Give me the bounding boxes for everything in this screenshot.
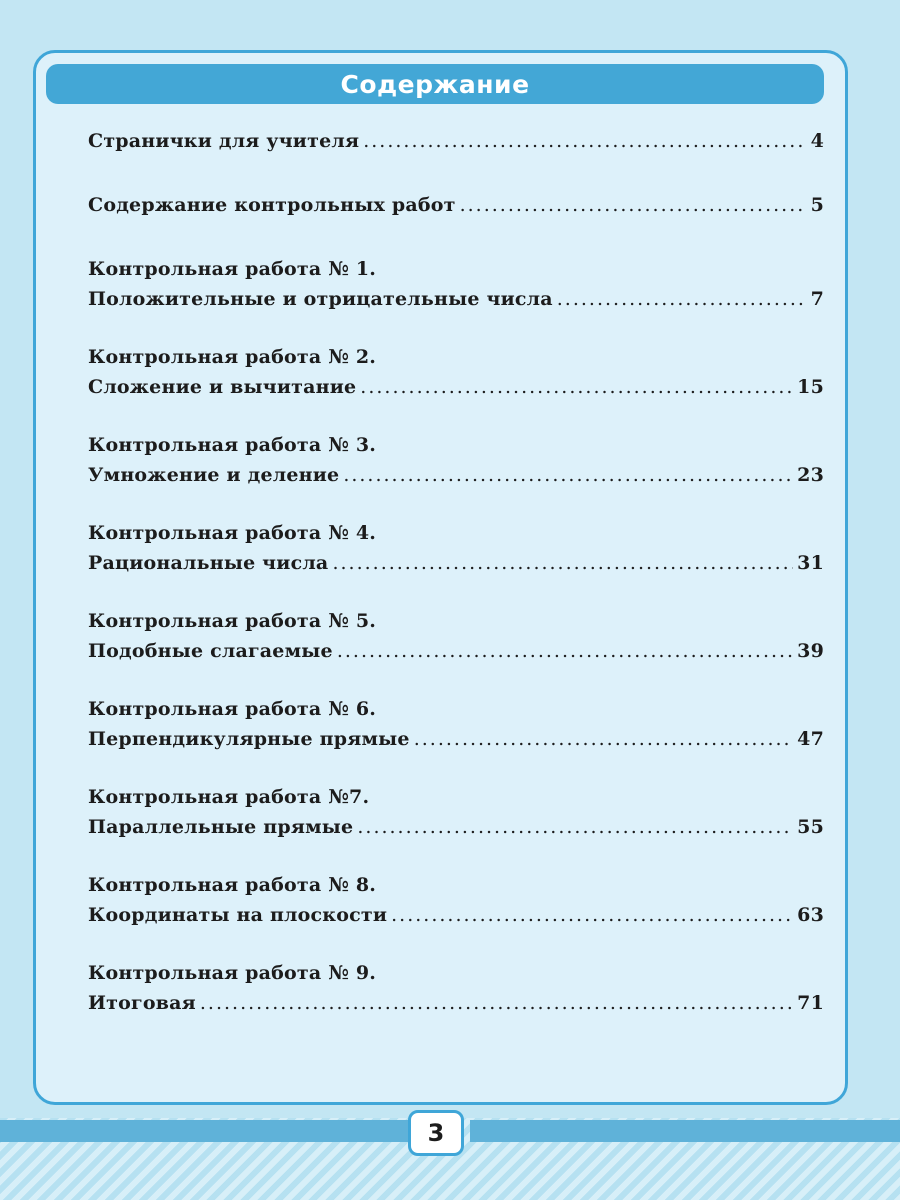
toc-line [88, 548, 824, 578]
toc-entry-title: Рациональные числа [88, 552, 329, 574]
table-of-contents [88, 126, 824, 1046]
toc-entry-header: Контрольная работа № 8. [88, 874, 377, 896]
toc-entry-teacher-pages[interactable] [88, 126, 824, 156]
toc-entry-title: Перпендикулярные прямые [88, 728, 410, 750]
toc-entry-test-2[interactable] [88, 342, 824, 402]
toc-entry-header: Контрольная работа № 4. [88, 522, 377, 544]
toc-page-number: 47 [797, 728, 824, 750]
toc-page-number: 39 [797, 640, 824, 662]
toc-line [88, 900, 824, 930]
toc-entry-header: Контрольная работа № 9. [88, 962, 377, 984]
toc-entry-test-5[interactable] [88, 606, 824, 666]
dot-leader [363, 126, 806, 156]
toc-entry-title: Положительные и отрицательные числа [88, 288, 553, 310]
toc-entry-test-9[interactable] [88, 958, 824, 1018]
toc-page-number: 7 [810, 288, 824, 310]
toc-entry-title: Сложение и вычитание [88, 376, 357, 398]
toc-entry-title: Итоговая [88, 992, 196, 1014]
toc-page-number: 23 [797, 464, 824, 486]
toc-entry-test-1[interactable] [88, 254, 824, 314]
toc-entry-header: Контрольная работа № 6. [88, 698, 377, 720]
toc-entry-title: Координаты на плоскости [88, 904, 388, 926]
toc-entry-header: Контрольная работа № 5. [88, 610, 377, 632]
toc-page-number: 63 [797, 904, 824, 926]
bottom-band-left [0, 1120, 420, 1142]
toc-page-number: 15 [797, 376, 824, 398]
toc-line [88, 812, 824, 842]
toc-entry-title: Странички для учителя [88, 130, 360, 152]
toc-entry-title: Умножение и деление [88, 464, 340, 486]
toc-entry-header: Контрольная работа № 2. [88, 346, 377, 368]
toc-line [88, 284, 824, 314]
page-title: Содержание [340, 69, 530, 99]
toc-entry-test-7[interactable] [88, 782, 824, 842]
dot-leader [200, 988, 793, 1018]
dot-leader [343, 460, 793, 490]
toc-page-number: 4 [810, 130, 824, 152]
toc-line [88, 126, 824, 156]
toc-entry-title: Параллельные прямые [88, 816, 354, 838]
dot-leader [460, 190, 807, 220]
toc-entry-header: Контрольная работа № 1. [88, 258, 377, 280]
toc-entry-test-6[interactable] [88, 694, 824, 754]
dot-leader [391, 900, 793, 930]
toc-line [88, 460, 824, 490]
toc-entry-test-8[interactable] [88, 870, 824, 930]
toc-entry-title: Подобные слагаемые [88, 640, 333, 662]
page-number: 3 [427, 1119, 445, 1147]
dot-leader [332, 548, 793, 578]
page-number-badge [408, 1110, 464, 1156]
toc-page-number: 55 [797, 816, 824, 838]
toc-entry-test-4[interactable] [88, 518, 824, 578]
toc-page-number: 71 [797, 992, 824, 1014]
toc-line [88, 724, 824, 754]
toc-entry-tests-contents[interactable] [88, 190, 824, 220]
toc-entry-header: Контрольная работа №7. [88, 786, 370, 808]
toc-entry-header: Контрольная работа № 3. [88, 434, 377, 456]
toc-page-number: 31 [797, 552, 824, 574]
toc-line [88, 988, 824, 1018]
title-bar [46, 64, 824, 104]
toc-line [88, 372, 824, 402]
dot-leader [414, 724, 793, 754]
dot-leader [360, 372, 793, 402]
toc-line [88, 636, 824, 666]
toc-entry-title: Содержание контрольных работ [88, 194, 456, 216]
toc-entry-test-3[interactable] [88, 430, 824, 490]
bottom-band-right [470, 1120, 900, 1142]
dot-leader [337, 636, 793, 666]
toc-page-number: 5 [810, 194, 824, 216]
dot-leader [557, 284, 807, 314]
dot-leader [357, 812, 793, 842]
toc-line [88, 190, 824, 220]
